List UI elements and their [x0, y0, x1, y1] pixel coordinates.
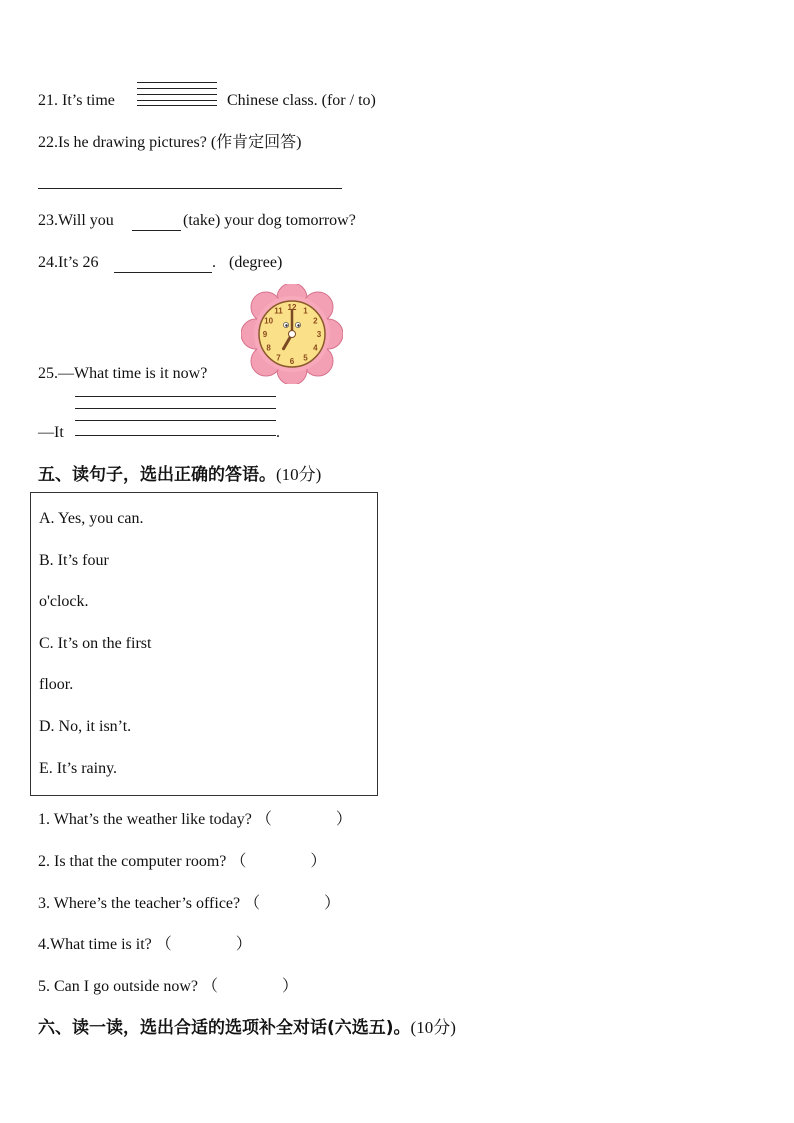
option-b: B. It’s four [39, 552, 109, 569]
question-1 [38, 806, 352, 829]
section6-title: 六、读一读，选出合适的选项补全对话(六选五)。 [38, 1018, 411, 1038]
q24-blank[interactable] [114, 272, 212, 273]
q22-label: 22.Is he drawing pictures? (作肯定回答) [38, 134, 302, 151]
question-2-answer-blank[interactable]: （ ） [230, 853, 327, 870]
q23-before: 23.Will you [38, 212, 114, 229]
clock-image [241, 284, 343, 384]
section5-score: (10分) [276, 465, 322, 484]
clock-number-3: 3 [316, 330, 322, 339]
q23-after: (take) your dog tomorrow? [183, 212, 356, 229]
option-c: C. It’s on the first [39, 635, 152, 652]
option-c-continued: floor. [39, 676, 74, 693]
clock-number-8: 8 [266, 343, 271, 353]
question-5-answer-blank[interactable]: （ ） [201, 978, 298, 995]
section5-heading [38, 460, 321, 485]
clock-number-1: 1 [303, 306, 308, 316]
question-2-text: 2. Is that the computer room? [38, 853, 227, 870]
clock-number-12: 12 [287, 303, 297, 312]
question-4-text: 4.What time is it? [38, 936, 152, 953]
clock-number-4: 4 [313, 343, 318, 353]
clock-number-5: 5 [303, 353, 308, 363]
question-2 [38, 848, 326, 871]
option-b-continued: o'clock. [39, 593, 89, 610]
question-5 [38, 973, 298, 996]
clock-number-9: 9 [262, 330, 268, 339]
clock-number-10: 10 [264, 316, 274, 326]
question-3 [38, 890, 340, 913]
q25-answer-prefix: —It [38, 424, 64, 441]
q25-question: 25.—What time is it now? [38, 365, 208, 382]
q23-blank[interactable] [132, 230, 181, 231]
q24-hint: (degree) [229, 254, 283, 271]
option-d: D. No, it isn’t. [39, 718, 132, 735]
question-4 [38, 931, 252, 954]
clock-number-6: 6 [289, 357, 295, 366]
options-box [30, 492, 378, 796]
question-1-text: 1. What’s the weather like today? [38, 811, 252, 828]
section6-heading [38, 1013, 456, 1038]
section5-title: 五、读句子，选出正确的答语。 [38, 465, 276, 485]
question-4-answer-blank[interactable]: （ ） [155, 936, 252, 953]
section6-score: (10分) [410, 1018, 456, 1037]
q21-label: 21. It’s time [38, 92, 115, 109]
q22-answer-line[interactable] [38, 188, 342, 189]
question-5-text: 5. Can I go outside now? [38, 978, 198, 995]
question-3-answer-blank[interactable]: （ ） [244, 895, 341, 912]
question-1-answer-blank[interactable]: （ ） [255, 811, 352, 828]
clock-number-2: 2 [313, 316, 318, 326]
q24-before: 24.It’s 26 [38, 254, 99, 271]
question-3-text: 3. Where’s the teacher’s office? [38, 895, 241, 912]
q25-answer-suffix: . [276, 424, 280, 441]
option-e: E. It’s rainy. [39, 760, 118, 777]
clock-number-11: 11 [274, 306, 283, 316]
q21-after: Chinese class. (for / to) [227, 92, 376, 109]
clock-number-7: 7 [276, 353, 281, 363]
q24-after: . [212, 254, 216, 271]
option-a: A. Yes, you can. [39, 510, 144, 527]
